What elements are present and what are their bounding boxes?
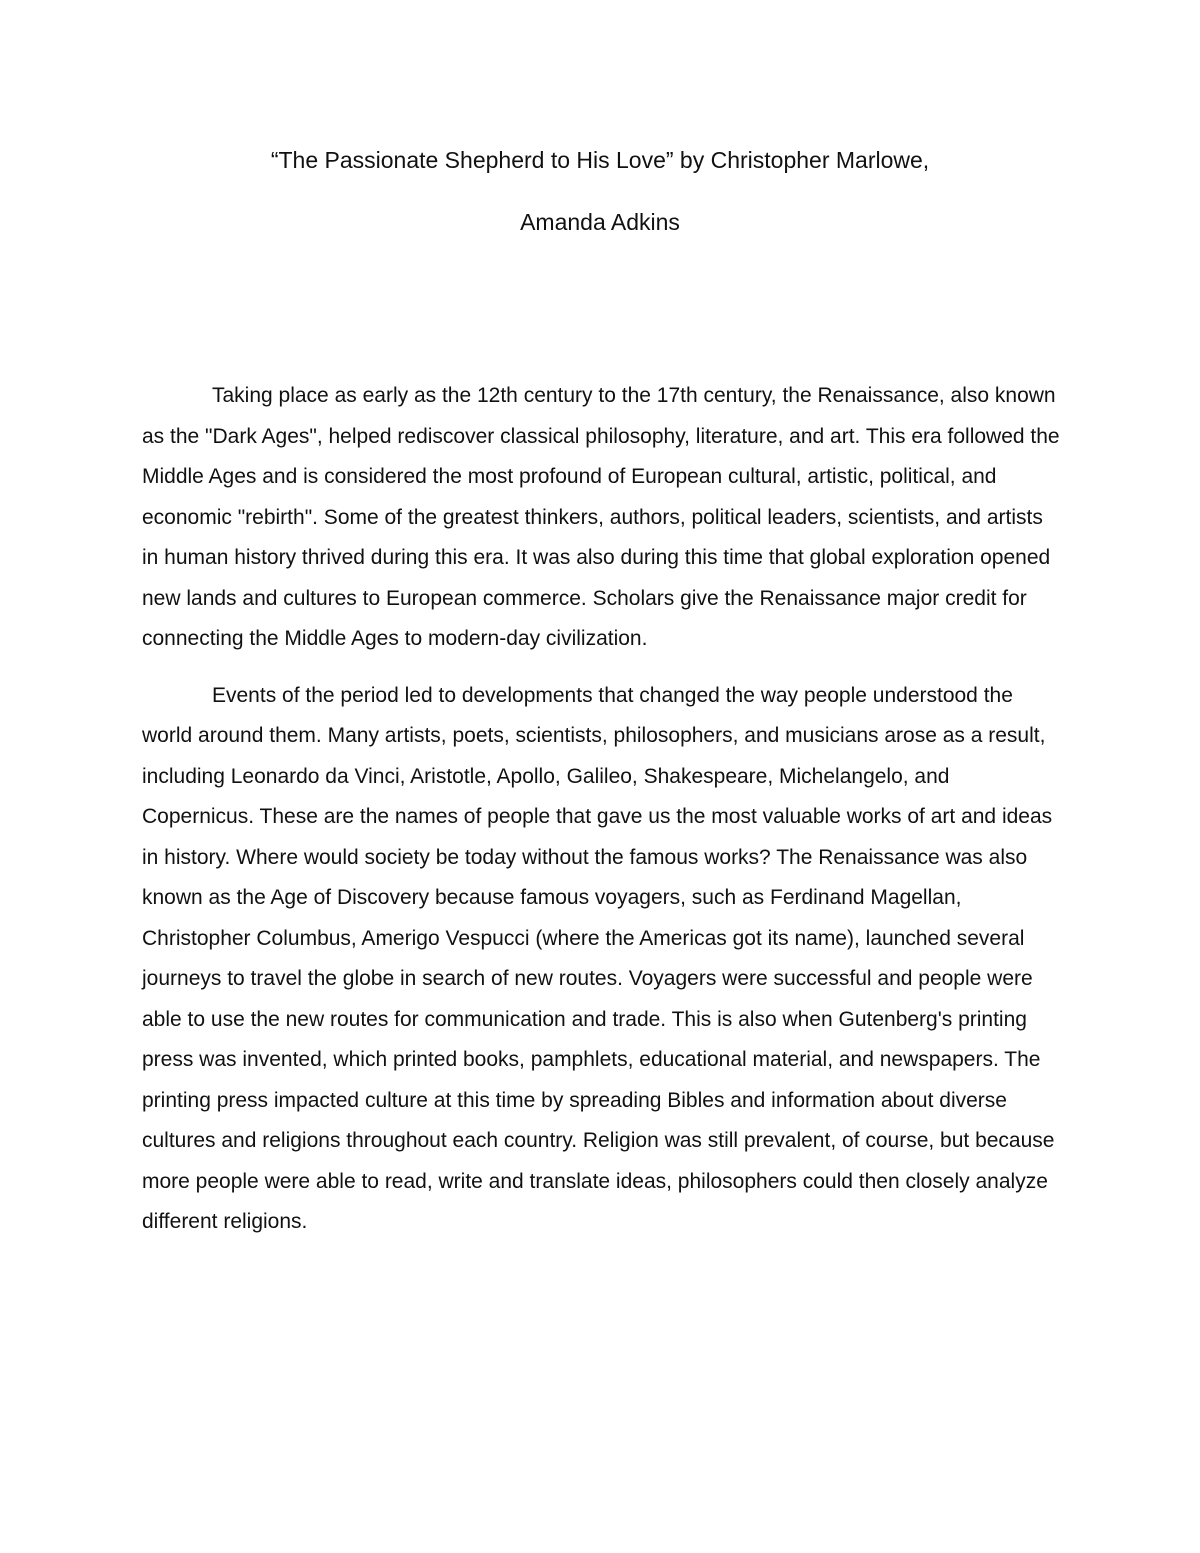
paragraph-1: Taking place as early as the 12th century to the 17th century, the Renaissance, also known as the "Dark Ages", helped rediscover classical philosophy, literature, and art. This era followed the Middle Ages and is considered the most profound of European cultural, artistic, political, and economic "rebirth". Some of the greatest thinkers, authors, political leaders, scientists, and artists in human history thrived during this era. It was also during this time that global exploration opened new lands and cultures to European commerce. Scholars give the Renaissance major credit for connecting the Middle Ages to modern-day civilization. xyxy=(142,384,1060,650)
paragraph-2: Events of the period led to developments that changed the way people understood the world around them. Many artists, poets, scientists, philosophers, and musicians arose as a result, including Leonardo da Vinci, Aristotle, Apollo, Galileo, Shakespeare, Michelangelo, and Copernicus. These are the names of people that gave us the most valuable works of art and ideas in history. Where would society be today without the famous works? The Renaissance was also known as the Age of Discovery because famous voyagers, such as Ferdinand Magellan, Christopher Columbus, Amerigo Vespucci (where the Americas got its name), launched several journeys to travel the globe in search of new routes. Voyagers were successful and people were able to use the new routes for communication and trade. This is also when Gutenberg's printing press was invented, which printed books, pamphlets, educational material, and newspapers. The printing press impacted culture at this time by spreading Bibles and information about diverse cultures and religions throughout each country. Religion was still prevalent, of course, but because more people were able to read, write and translate ideas, philosophers could then closely analyze different religions. xyxy=(142,683,1055,1233)
author-name: Amanda Adkins xyxy=(520,209,680,235)
document-title: “The Passionate Shepherd to His Love” by Christopher Marlowe, xyxy=(270,147,930,173)
document-body xyxy=(142,376,1062,1259)
